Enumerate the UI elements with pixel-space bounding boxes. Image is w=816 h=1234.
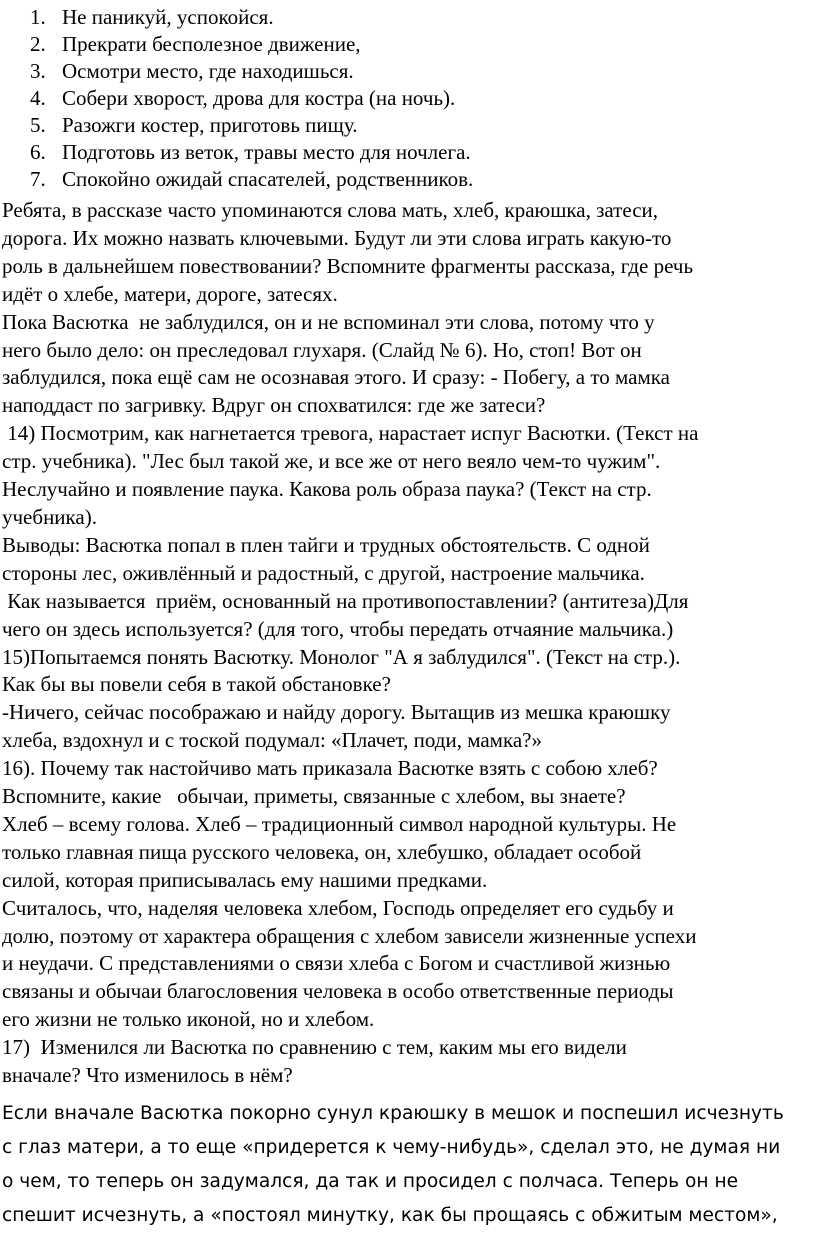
- list-item: [30, 58, 473, 85]
- list-number: 4.: [30, 86, 46, 110]
- text-line: Неслучайно и появление паука. Какова роль образа паука? (Текст на стр.: [2, 477, 652, 502]
- text-line: стр. учебника). "Лес был такой же, и все же от него веяло чем-то чужим".: [2, 449, 661, 474]
- answer-text: [2, 1097, 814, 1233]
- list-number: 6.: [30, 140, 46, 164]
- text-line: долю, поэтому от характера обращения с хлебом зависели жизненные успехи: [2, 923, 697, 948]
- text-line: Выводы: Васютка попал в плен тайги и трудных обстоятельств. С одной: [2, 532, 650, 557]
- text-line: чего он здесь используется? (для того, чтобы передать отчаяние мальчика.): [2, 616, 674, 641]
- text-line: стороны лес, оживлённый и радостный, с другой, настроение мальчика.: [2, 560, 645, 585]
- text-line: наподдаст по загривку. Вдруг он спохватился: где же затеси?: [2, 393, 546, 418]
- list-text: Не паникуй, успокойся.: [62, 5, 274, 29]
- text-line: Хлеб – всему голова. Хлеб – традиционный символ народной культуры. Не: [2, 811, 677, 836]
- text-line: и неудачи. С представлениями о связи хлеба с Богом и счастливой жизнью: [2, 951, 671, 976]
- text-line: Считалось, что, наделяя человека хлебом, Господь определяет его судьбу и: [2, 895, 674, 920]
- list-number: 7.: [30, 167, 46, 191]
- list-text: Прекрати бесполезное движение,: [62, 32, 361, 56]
- text-line: связаны и обычаи благословения человека в особо ответственные периоды: [2, 979, 674, 1004]
- list-text: Осмотри место, где находишься.: [62, 59, 354, 83]
- list-number: 3.: [30, 59, 46, 83]
- text-line: Если вначале Васютка покорно сунул краюшку в мешок и поспешил исчезнуть: [2, 1103, 784, 1124]
- text-line: Ребята, в рассказе часто упоминаются слова мать, хлеб, краюшка, затеси,: [2, 198, 659, 222]
- list-number: 1.: [30, 5, 46, 29]
- list-text: Подготовь из веток, травы место для ночлега.: [62, 140, 471, 164]
- text-line: 17) Изменился ли Васютка по сравнению с тем, каким мы его видели: [2, 1035, 627, 1060]
- text-line: Как бы вы повели себя в такой обстановке?: [2, 672, 391, 697]
- text-line: Вспомните, какие обычаи, приметы, связанные с хлебом, вы знаете?: [2, 784, 626, 809]
- text-line: Пока Васютка не заблудился, он и не вспоминал эти слова, потому что у: [2, 309, 655, 334]
- text-line: 14) Посмотрим, как нагнетается тревога, нарастает испуг Васютки. (Текст на: [2, 421, 699, 446]
- text-line: дорога. Их можно назвать ключевыми. Будут ли эти слова играть какую-то: [2, 225, 672, 250]
- text-line: 15)Попытаемся понять Васютку. Монолог "А я заблудился". (Текст на стр.).: [2, 644, 681, 669]
- text-line: -Ничего, сейчас посображ​аю и найду дорогу. Вытащив из мешка краюшку: [2, 700, 671, 725]
- text-line: него было дело: он преследовал глухаря. (Слайд № 6). Но, стоп! Вот он: [2, 337, 642, 362]
- list-item: [30, 112, 473, 139]
- text-line: вначале? Что изменилось в нём?: [2, 1063, 293, 1088]
- text-line: его жизни не только иконой, но и хлебом.: [2, 1007, 375, 1032]
- list-text: Спокойно ожидай спасателей, родственников.: [62, 167, 474, 191]
- list-number: 5.: [30, 113, 46, 137]
- text-line: заблудился, пока ещё сам не осознавая этого. И сразу: - Побегу, а то мамка: [2, 365, 670, 390]
- list-item: [30, 4, 473, 31]
- text-line: силой, которая приписывалась ему нашими предками.: [2, 867, 488, 892]
- text-line: Как называется приём, основанный на противопоставлении? (антитеза)Для: [2, 588, 689, 613]
- list-number: 2.: [30, 32, 46, 56]
- list-text: Разожги костер, приготовь пищу.: [62, 113, 358, 137]
- text-line: учебника).: [2, 504, 97, 529]
- text-line: спешит исчезнуть, а «постоял минутку, как бы прощаясь с обжитым местом»,: [2, 1205, 778, 1226]
- text-line: с глаз матери, а то еще «придерется к чему-нибудь», сделал это, не думая ни: [2, 1137, 781, 1158]
- list-item: [30, 166, 473, 193]
- list-item: [30, 139, 473, 166]
- list-item: [30, 85, 473, 112]
- list-item: [30, 31, 473, 58]
- text-line: хлеба, вздохнул и с тоской подумал: «Плачет, поди, мамка?»: [2, 728, 542, 753]
- text-line: только главная пища русского человека, он, хлебушко, обладает особой: [2, 839, 642, 864]
- list-text: Собери хворост, дрова для костра (на ночь).: [62, 86, 456, 110]
- survival-rules-list: [30, 4, 473, 193]
- text-line: 16). Почему так настойчиво мать приказала Васютке взять с собою хлеб?: [2, 756, 658, 781]
- text-line: роль в дальнейшем повествовании? Вспомните фрагменты рассказа, где речь: [2, 253, 694, 278]
- body-text: [2, 197, 814, 1090]
- text-line: идёт о хлебе, матери, дороге, затесях.: [2, 281, 338, 306]
- text-line: о чем, то теперь он задумался, да так и просидел с полчаса. Теперь он не: [2, 1171, 739, 1192]
